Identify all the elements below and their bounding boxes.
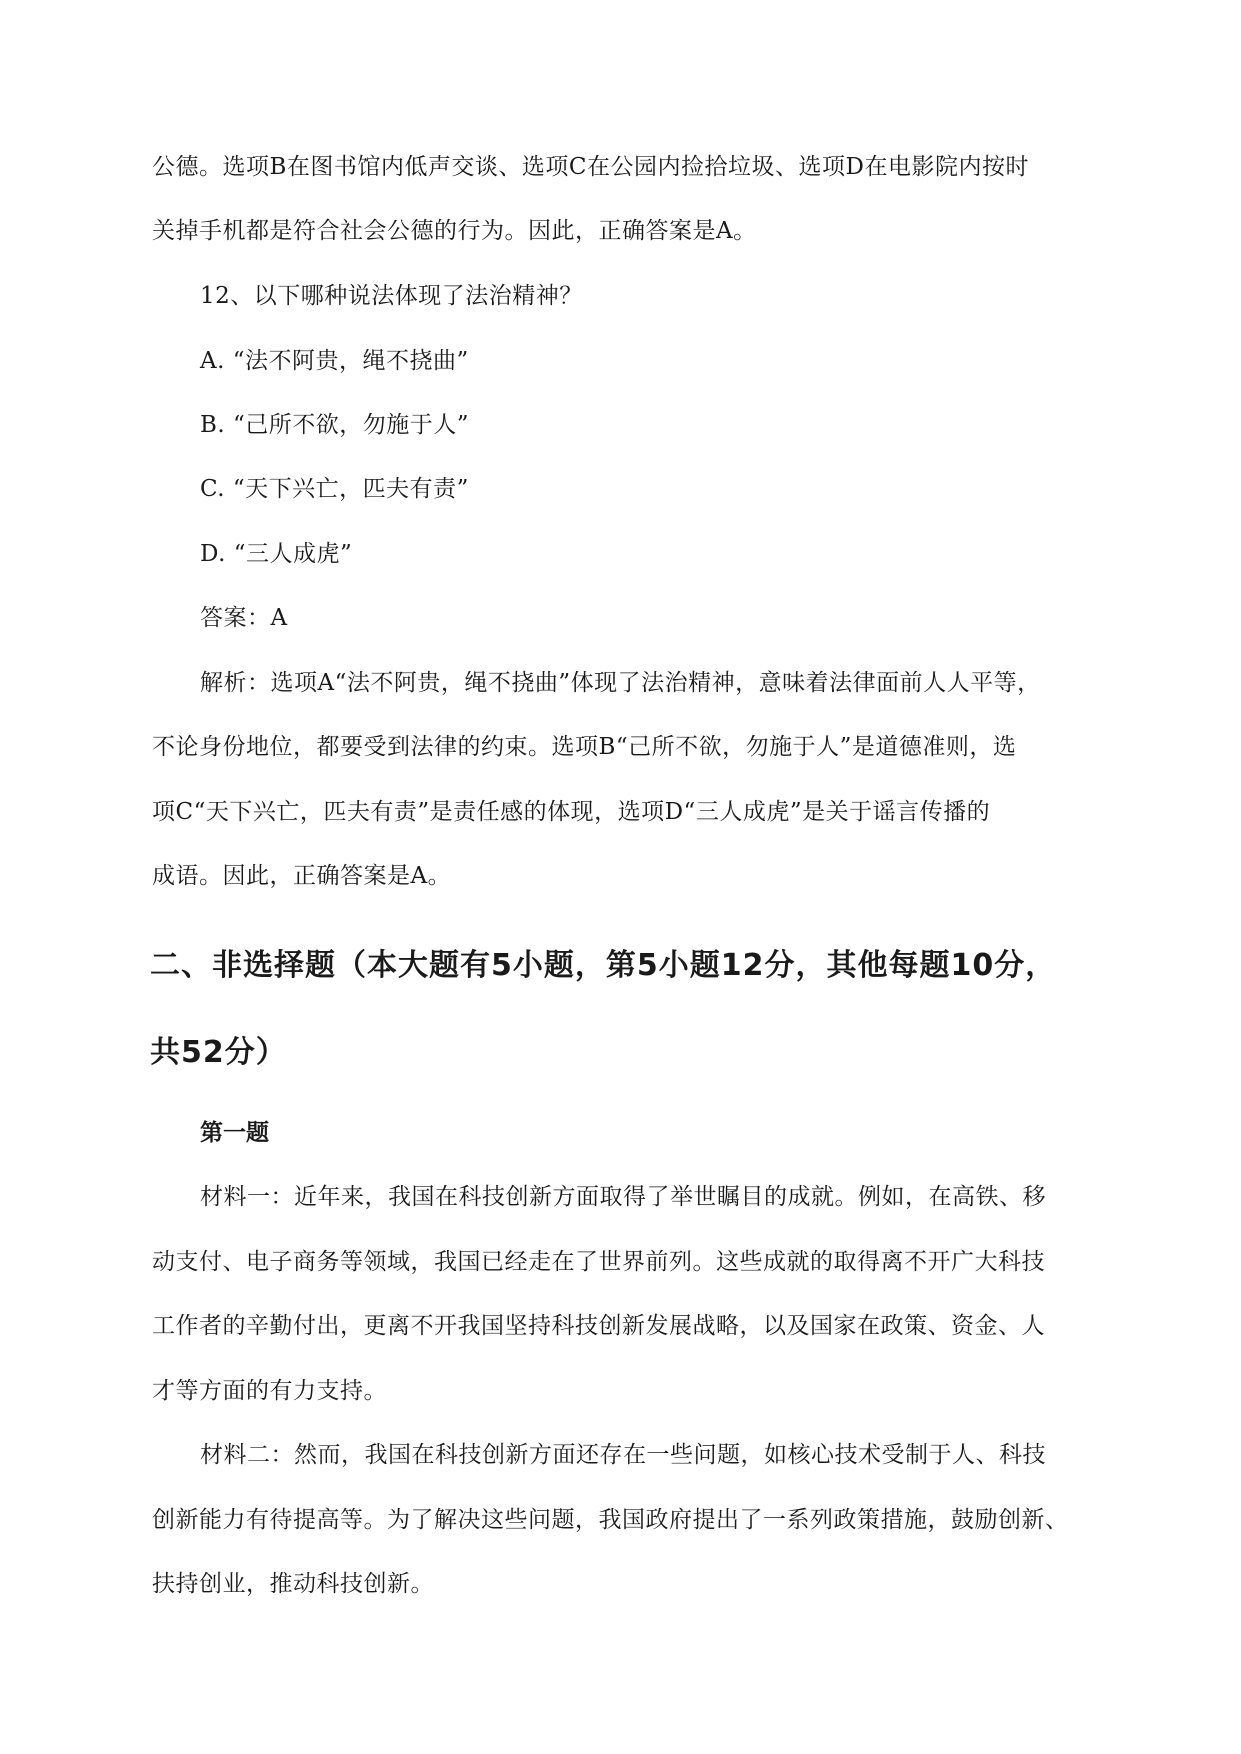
question-12-option-c: C. “天下兴亡，匹夫有责”	[200, 476, 469, 502]
material-2-line-1: 材料二：然而，我国在科技创新方面还存在一些问题，如核心技术受制于人、科技	[200, 1442, 1046, 1468]
question-1-title: 第一题	[200, 1120, 269, 1146]
question-12-option-b: B. “己所不欲，勿施于人”	[200, 412, 470, 438]
material-1-line-2: 动支付、电子商务等领域，我国已经走在了世界前列。这些成就的取得离不开广大科技	[152, 1249, 1045, 1275]
question-12-stem: 12、以下哪种说法体现了法治精神？	[200, 283, 583, 309]
material-1-line-1: 材料一：近年来，我国在科技创新方面取得了举世瞩目的成就。例如，在高铁、移	[200, 1184, 1046, 1210]
question-12-analysis-line-1: 解析：选项A“法不阿贵，绳不挠曲”体现了法治精神，意味着法律面前人人平等，	[200, 670, 1041, 696]
section-heading-line-1: 二、非选择题（本大题有5小题，第5小题12分，其他每题10分，	[150, 948, 1057, 983]
question-12-analysis-line-2: 不论身份地位，都要受到法律的约束。选项B“己所不欲，勿施于人”是道德准则，选	[152, 734, 1017, 760]
material-2-line-2: 创新能力有待提高等。为了解决这些问题，我国政府提出了一系列政策措施，鼓励创新、	[152, 1507, 1069, 1533]
question-12-option-d: D. “三人成虎”	[200, 541, 353, 567]
material-1-line-3: 工作者的辛勤付出，更离不开我国坚持科技创新发展战略，以及国家在政策、资金、人	[152, 1313, 1045, 1339]
material-1-line-4: 才等方面的有力支持。	[152, 1378, 387, 1404]
prev-analysis-line-2: 关掉手机都是符合社会公德的行为。因此，正确答案是A。	[152, 218, 757, 244]
question-12-analysis-line-4: 成语。因此，正确答案是A。	[152, 863, 452, 889]
prev-analysis-line-1: 公德。选项B在图书馆内低声交谈、选项C在公园内捡拾垃圾、选项D在电影院内按时	[152, 154, 1029, 180]
material-2-line-3: 扶持创业，推动科技创新。	[152, 1571, 434, 1597]
section-heading-line-2: 共52分）	[150, 1035, 287, 1070]
question-12-answer: 答案：A	[200, 605, 288, 631]
question-12-analysis-line-3: 项C“天下兴亡，匹夫有责”是责任感的体现，选项D“三人成虎”是关于谣言传播的	[152, 799, 991, 825]
question-12-option-a: A. “法不阿贵，绳不挠曲”	[200, 348, 469, 374]
